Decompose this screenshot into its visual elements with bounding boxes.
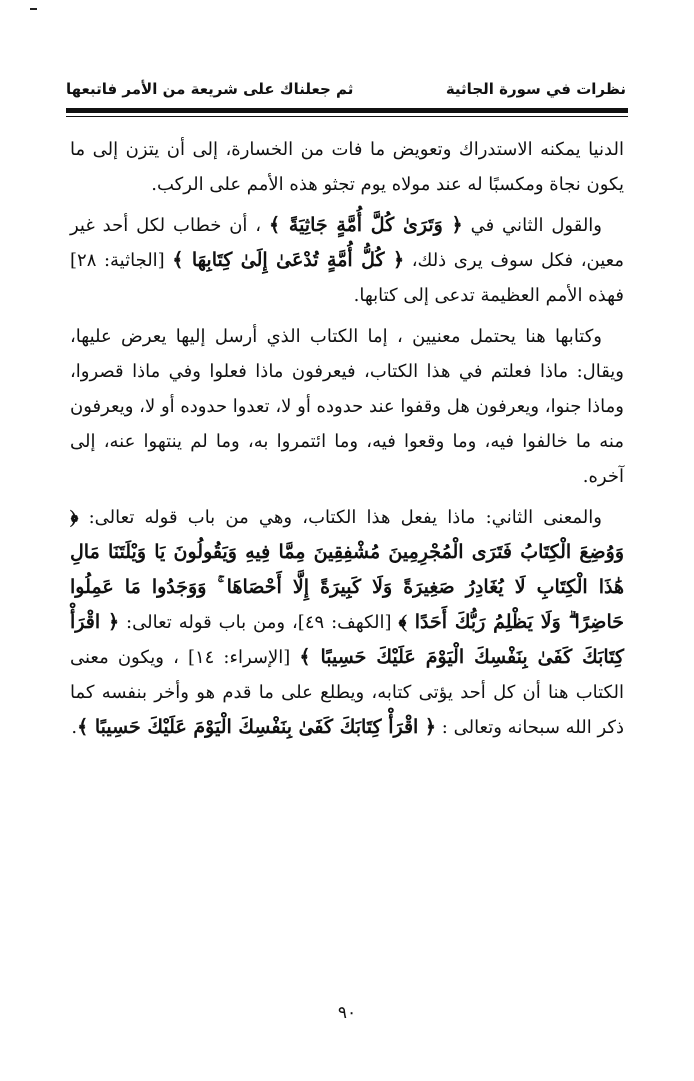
verse-reference-2: [الكهف: ٤٩]، ومن باب قوله تعالى:: [126, 612, 392, 633]
paragraph-4: [70, 500, 624, 745]
corner-mark: [30, 8, 37, 10]
running-header: [66, 74, 626, 104]
paragraph-4-end: .: [71, 717, 78, 738]
quran-verse-3: ﴿ وَوُضِعَ الْكِتَابُ فَتَرَى الْمُجْرِمِينَ مُشْفِقِينَ مِمَّا فِيهِ وَيَقُولُونَ يَا وَيْلَتَنَا مَالِ هَٰذَا الْكِتَابِ لَا يُغَادِرُ صَغِيرَةً وَلَا كَبِيرَةً إِلَّا أَحْصَاهَا ۚ وَوَجَدُوا مَا عَمِلُوا حَاضِرًا ۗ وَلَا يَظْلِمُ رَبُّكَ أَحَدًا ﴾: [70, 506, 624, 633]
page-body: [70, 132, 624, 751]
header-rule-thin: [66, 116, 628, 117]
book-title: نظرات في سورة الجاثية: [445, 80, 626, 98]
verse-reference-1: [الجاثية: ٢٨]: [70, 250, 165, 271]
paragraph-2-text-a: والقول الثاني في: [470, 215, 602, 236]
quran-verse-2: ﴿ كُلُّ أُمَّةٍ تُدْعَىٰ إِلَىٰ كِتَابِهَا ﴾: [172, 249, 405, 271]
page-number: ٩٠: [337, 1003, 357, 1023]
header-rule-thick: [66, 108, 628, 113]
quran-verse-5: ﴿ اقْرَأْ كِتَابَكَ كَفَىٰ بِنَفْسِكَ الْيَوْمَ عَلَيْكَ حَسِيبًا ﴾: [77, 716, 437, 738]
paragraph-3: وكتابها هنا يحتمل معنيين ، إما الكتاب الذي أرسل إليها يعرض عليها، ويقال: ماذا فعلتم في هذا الكتاب، فيعرفون ماذا فعلوا وفي ماذا قصروا، وماذا جنوا، ويعرفون هل وقفوا عند حدوده أو لا، تعدوا حدوده أو لا، ويعرفون منه ما خالفوا فيه، وما وقعوا فيه، وما ائتمروا به، وما لم ينتهوا عنه، إلى آخره.: [69, 326, 624, 487]
quran-verse-1: ﴿ وَتَرَىٰ كُلَّ أُمَّةٍ جَاثِيَةً ﴾: [268, 214, 463, 236]
paragraph-2: [70, 208, 624, 313]
quran-verse-4: ﴿ اقْرَأْ كِتَابَكَ كَفَىٰ بِنَفْسِكَ الْيَوْمَ عَلَيْكَ حَسِيبًا ﴾: [70, 611, 624, 668]
verse-reference-3: [الإسراء: ١٤] ، ويكون معنى الكتاب هنا أن كل أحد يؤتى كتابه، ويطلع على ما قدم هو وأخر بنفسه كما ذكر الله سبحانه وتعالى :: [70, 647, 624, 738]
paragraph-4-text-a: والمعنى الثاني: ماذا يفعل هذا الكتاب، وهي من باب قوله تعالى:: [88, 507, 602, 528]
paragraph-2-text-c: فهذه الأمم العظيمة تدعى إلى كتابها.: [353, 285, 624, 306]
chapter-title: ثم جعلناك على شريعة من الأمر فاتبعها: [66, 80, 354, 98]
paragraph-2-text-b: ، أن خطاب لكل أحد غير معين، فكل سوف يرى ذلك،: [70, 215, 624, 271]
paragraph-1: الدنيا يمكنه الاستدراك وتعويض ما فات من الخسارة، إلى أن يتزن إلى ما يكون نجاة ومكسبًا له عند مولاه يوم تجثو هذه الأمم على الركب.: [70, 139, 624, 195]
